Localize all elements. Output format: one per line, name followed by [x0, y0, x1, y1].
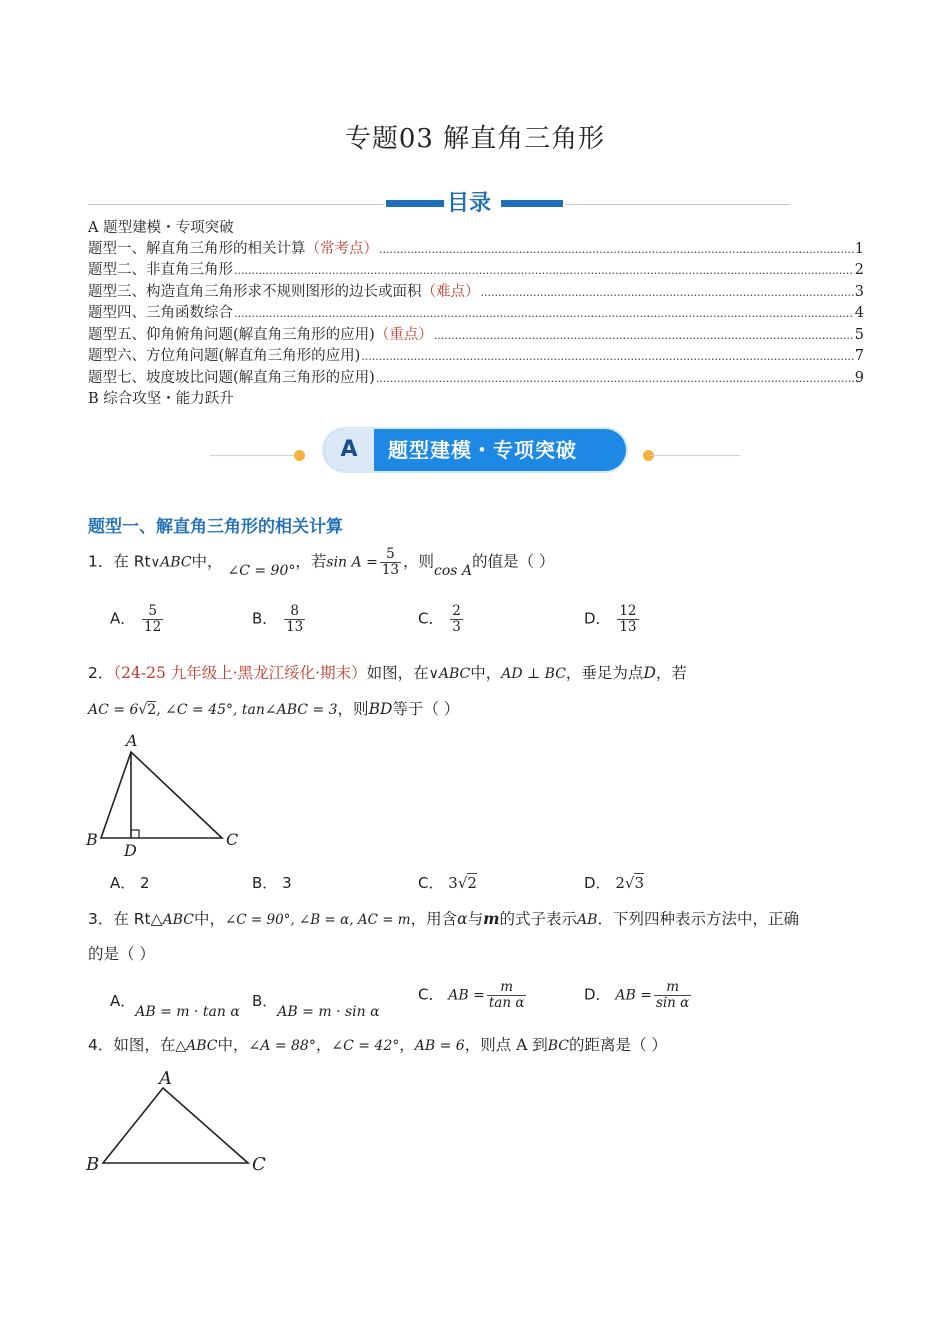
q1-option-d[interactable]: D． $\frac{12}{13}$: [584, 603, 637, 635]
toc-rule-left: [88, 204, 384, 205]
toc-entry[interactable]: 题型四、三角函数综合 ..... 4: [88, 303, 864, 325]
toc-heading: 目录: [445, 186, 493, 217]
q2-figure: [84, 728, 254, 860]
toc-section-b[interactable]: B 综合攻坚・能力跃升: [88, 391, 234, 407]
q3-option-c[interactable]: C． AB = $\frac{m}{\text{tan α}}$: [418, 979, 525, 1011]
right-angle-mark: [131, 830, 139, 838]
banner-letter: A: [324, 429, 374, 471]
toc-entry[interactable]: 题型二、非直角三角形 ..... 2: [88, 260, 864, 282]
q4-figure: [84, 1066, 284, 1178]
triangle-abc: [101, 752, 222, 838]
q3-option-a[interactable]: A．AB = m · tan α: [110, 992, 240, 1020]
toc-bar-left: [386, 200, 444, 207]
table-of-contents: [88, 218, 864, 410]
toc-section-a[interactable]: A 题型建模・专项突破: [88, 220, 234, 236]
q3-option-d[interactable]: D． AB = $\frac{m}{\text{sin α}}$: [584, 979, 690, 1011]
banner-line-right: [650, 455, 740, 456]
section-title: 题型一、解直角三角形的相关计算: [88, 517, 343, 537]
fraction: $\frac{5}{13}$: [381, 546, 399, 578]
q1-option-c[interactable]: C． $\frac{2}{3}$: [418, 603, 461, 635]
vertex-c-label: C: [252, 1154, 266, 1175]
q2-option-c[interactable]: C． 3√2: [418, 874, 477, 892]
banner-line-left: [210, 455, 300, 456]
toc-entry[interactable]: 题型六、方位角问题(解直角三角形的应用) ..... 7: [88, 346, 864, 368]
vertex-a-label: A: [159, 1068, 172, 1089]
question-3-line2: 的是（ ）: [88, 945, 155, 963]
section-banner: [210, 428, 740, 474]
vertex-b-label: B: [86, 830, 98, 849]
question-2: 2．（24-25 九年级上·黑龙江绥化·期末）如图，在∨ABC中，AD ⊥ BC，垂足为点D，若: [88, 664, 687, 682]
question-4: 4．如图，在△ABC中，∠A = 88°，∠C = 42°，AB = 6，则点 A 到BC的距离是（ ）: [88, 1036, 667, 1054]
triangle-abc: [103, 1088, 248, 1163]
q1-option-a[interactable]: A． $\frac{5}{12}$: [110, 603, 162, 635]
toc-entry[interactable]: 题型一、解直角三角形的相关计算 （常考点） ..... 1: [88, 239, 864, 261]
source-tag: （24-25 九年级上·黑龙江绥化·期末）: [113, 664, 367, 682]
banner-text: 题型建模・专项突破: [388, 438, 577, 462]
question-1: 1．在 Rt∨ABC中， ∠C = 90°，若sin A = $\frac{5}{13}$ ，则cos A的值是（ ）: [88, 546, 555, 579]
question-3: 3．在 Rt△ABC中，∠C = 90°, ∠B = α, AC = m，用含α与m的式子表示AB．下列四种表示方法中，正确: [88, 909, 799, 928]
toc-entry[interactable]: 题型七、坡度坡比问题(解直角三角形的应用) ..... 9: [88, 368, 864, 390]
toc-entry[interactable]: 题型三、构造直角三角形求不规则图形的边长或面积 （难点） ..... 3: [88, 282, 864, 304]
vertex-a-label: A: [126, 731, 138, 750]
banner-pill: [324, 429, 626, 471]
q3-option-b[interactable]: B．AB = m · sin α: [252, 992, 380, 1020]
banner-dot-left: [294, 450, 305, 461]
toc-entry[interactable]: 题型五、仰角俯角问题(解直角三角形的应用) （重点） ..... 5: [88, 325, 864, 347]
q1-option-b[interactable]: B． $\frac{8}{13}$: [252, 603, 304, 635]
q2-option-a[interactable]: A． 2: [110, 874, 150, 892]
toc-bar-right: [501, 200, 563, 207]
vertex-c-label: C: [226, 830, 239, 849]
toc-header: [88, 186, 790, 216]
question-2-line2: AC = 6√2, ∠C = 45°, tan∠ABC = 3，则BD等于（ ）: [88, 700, 460, 718]
page-title: 专题03 解直角三角形: [344, 124, 606, 154]
vertex-d-label: D: [124, 841, 137, 860]
vertex-b-label: B: [86, 1154, 100, 1175]
toc-rule-right: [565, 204, 790, 205]
q2-option-d[interactable]: D． 2√3: [584, 874, 644, 892]
q2-option-b[interactable]: B． 3: [252, 874, 292, 892]
